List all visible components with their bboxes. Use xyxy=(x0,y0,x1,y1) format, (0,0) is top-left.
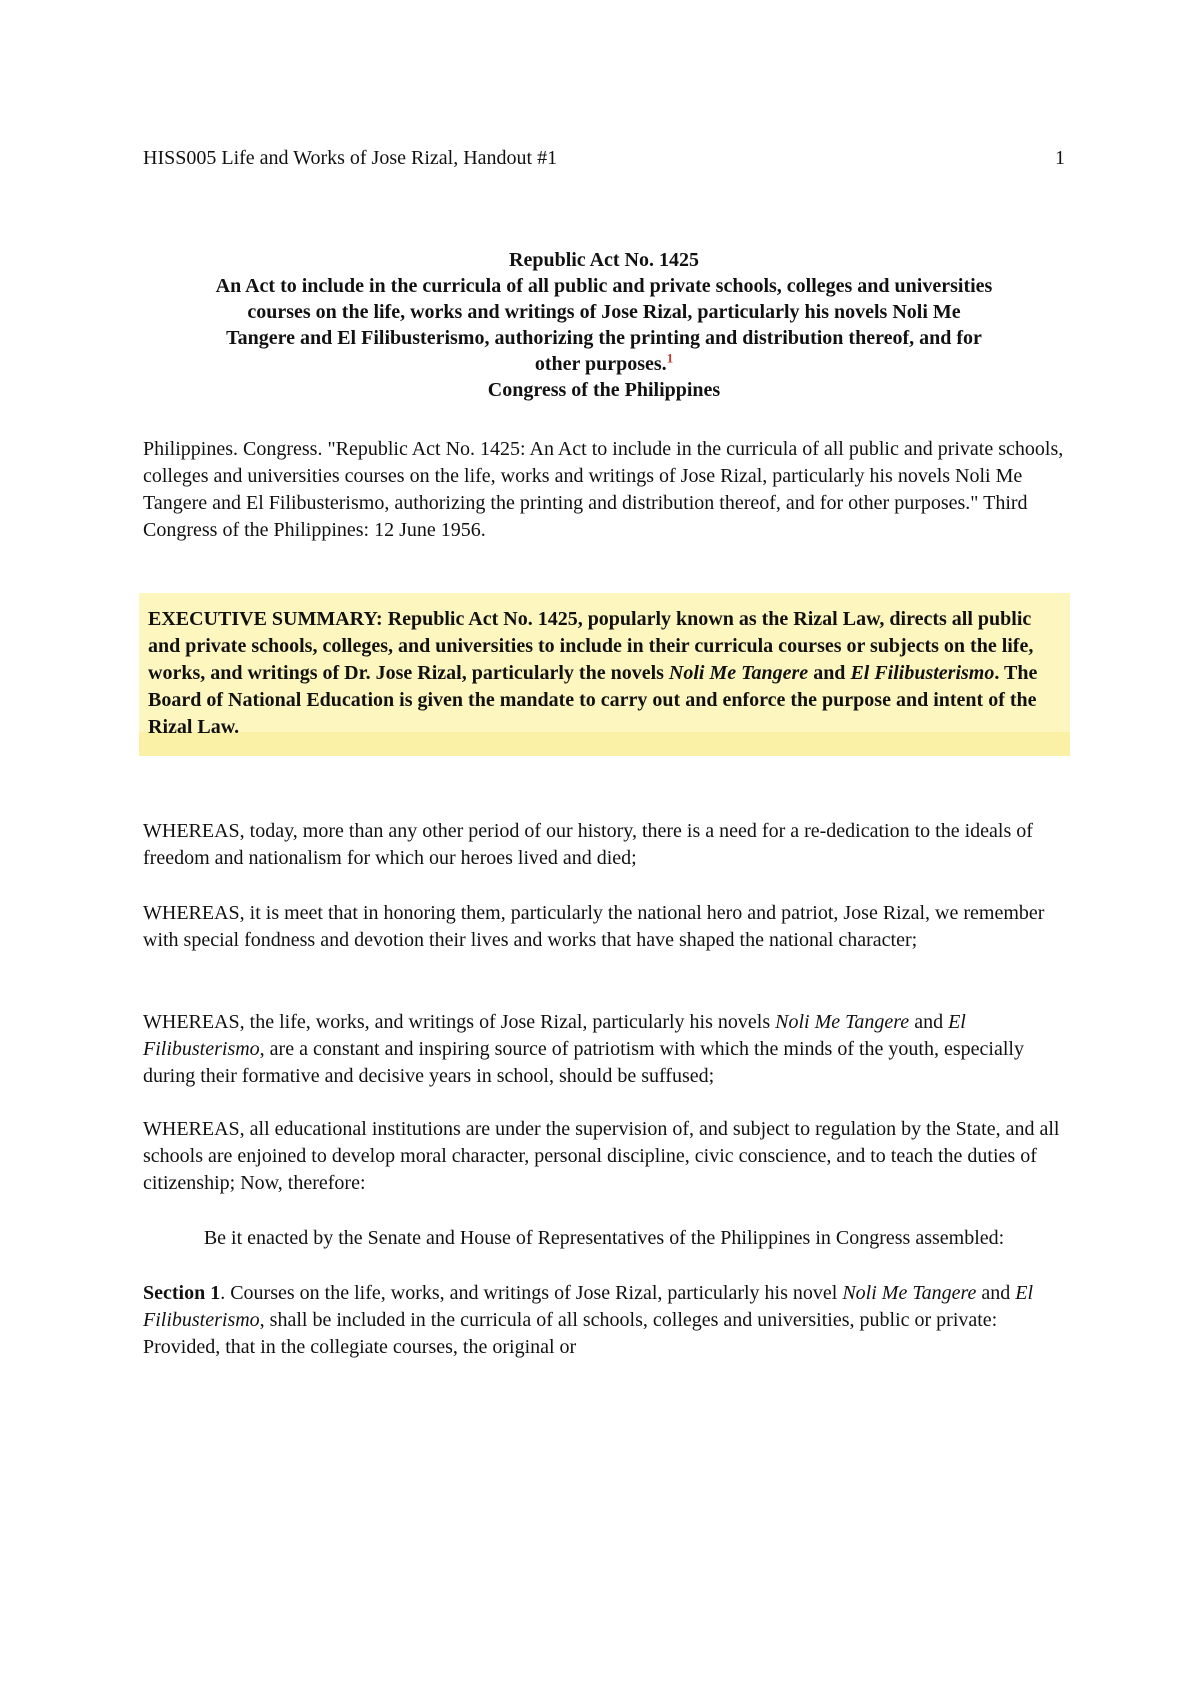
act-title-line-1: An Act to include in the curricula of all public and private schools, colleges and universities xyxy=(215,275,993,297)
executive-summary xyxy=(148,606,1063,741)
page-number: 1 xyxy=(1055,147,1065,169)
section-1-label: Section 1 xyxy=(143,1282,221,1304)
section-1-text-a: . Courses on the life, works, and writings of Jose Rizal, particularly his novel xyxy=(220,1282,843,1304)
act-title-line-3: Tangere and El Filibusterismo, authorizing the printing and distribution thereof, and for xyxy=(226,327,982,349)
whereas-3-text-a: WHEREAS, the life, works, and writings of Jose Rizal, particularly his novels xyxy=(143,1011,776,1033)
summary-text-a: EXECUTIVE SUMMARY: Republic Act No. 1425, popularly known as the Rizal Law, directs all public and private schools, colleges, and universities to include in their curricula courses or subjects on the life, works, and writings of Dr. Jose Rizal, particularly the novels xyxy=(148,608,1034,684)
whereas-3-noli: Noli Me Tangere xyxy=(775,1011,910,1033)
citation-paragraph: Philippines. Congress. "Republic Act No. 1425: An Act to include in the curricula of all public and private schools, colleges and universities courses on the life, works and writings of Jose Rizal, particularly his novels Noli Me Tangere and El Filibusterismo, authorizing the printing and distribution thereof, and for other purposes." Third Congress of the Philippines: 12 June 1956. xyxy=(143,438,1064,541)
summary-text-b: . The Board of National Education is given the mandate to carry out and enforce the purpose and intent of the Rizal Law. xyxy=(148,662,1038,738)
whereas-3-text-b: , are a constant and inspiring source of patriotism with which the minds of the youth, especially during their formative and decisive years in school, should be suffused; xyxy=(143,1038,1024,1087)
act-title-line-4-text: other purposes. xyxy=(534,353,667,375)
whereas-paragraph-1: WHEREAS, today, more than any other period of our history, there is a need for a re-dedication to the ideals of freedom and nationalism for which our heroes lived and died; xyxy=(143,820,1033,869)
section-1-noli: Noli Me Tangere xyxy=(842,1282,977,1304)
whereas-3-fili: El Filibusterismo xyxy=(143,1011,966,1060)
summary-noli: Noli Me Tangere xyxy=(668,662,809,684)
whereas-3-and: and xyxy=(909,1011,949,1033)
act-title-line-4 xyxy=(143,351,1065,377)
enacting-clause: Be it enacted by the Senate and House of Representatives of the Philippines in Congress assembled: xyxy=(203,1227,1005,1249)
header-title: HISS005 Life and Works of Jose Rizal, Handout #1 xyxy=(143,147,558,169)
footnote-link[interactable]: 1 xyxy=(666,350,674,366)
title-block xyxy=(143,247,1065,403)
summary-fili: El Filibusterismo xyxy=(850,662,995,684)
section-1-text-b: , shall be included in the curricula of all schools, colleges and universities, public or private: Provided, that in the collegiate courses, the original or xyxy=(143,1309,998,1358)
summary-and: and xyxy=(808,662,851,684)
congress-name: Congress of the Philippines xyxy=(487,379,721,401)
whereas-paragraph-4: WHEREAS, all educational institutions are under the supervision of, and subject to regulation by the State, and all schools are enjoined to develop moral character, personal discipline, civic conscience, and to teach the duties of citizenship; Now, therefore: xyxy=(143,1118,1060,1194)
whereas-paragraph-3 xyxy=(143,1009,1065,1090)
act-number: Republic Act No. 1425 xyxy=(509,249,699,271)
whereas-paragraph-2: WHEREAS, it is meet that in honoring them, particularly the national hero and patriot, Jose Rizal, we remember with special fondness and devotion their lives and works that have shaped the national character; xyxy=(143,902,1045,951)
act-title-line-2: courses on the life, works and writings of Jose Rizal, particularly his novels Noli Me xyxy=(247,301,961,323)
section-1 xyxy=(143,1280,1065,1361)
section-1-and: and xyxy=(976,1282,1016,1304)
section-1-fili: El Filibusterismo xyxy=(143,1282,1034,1331)
